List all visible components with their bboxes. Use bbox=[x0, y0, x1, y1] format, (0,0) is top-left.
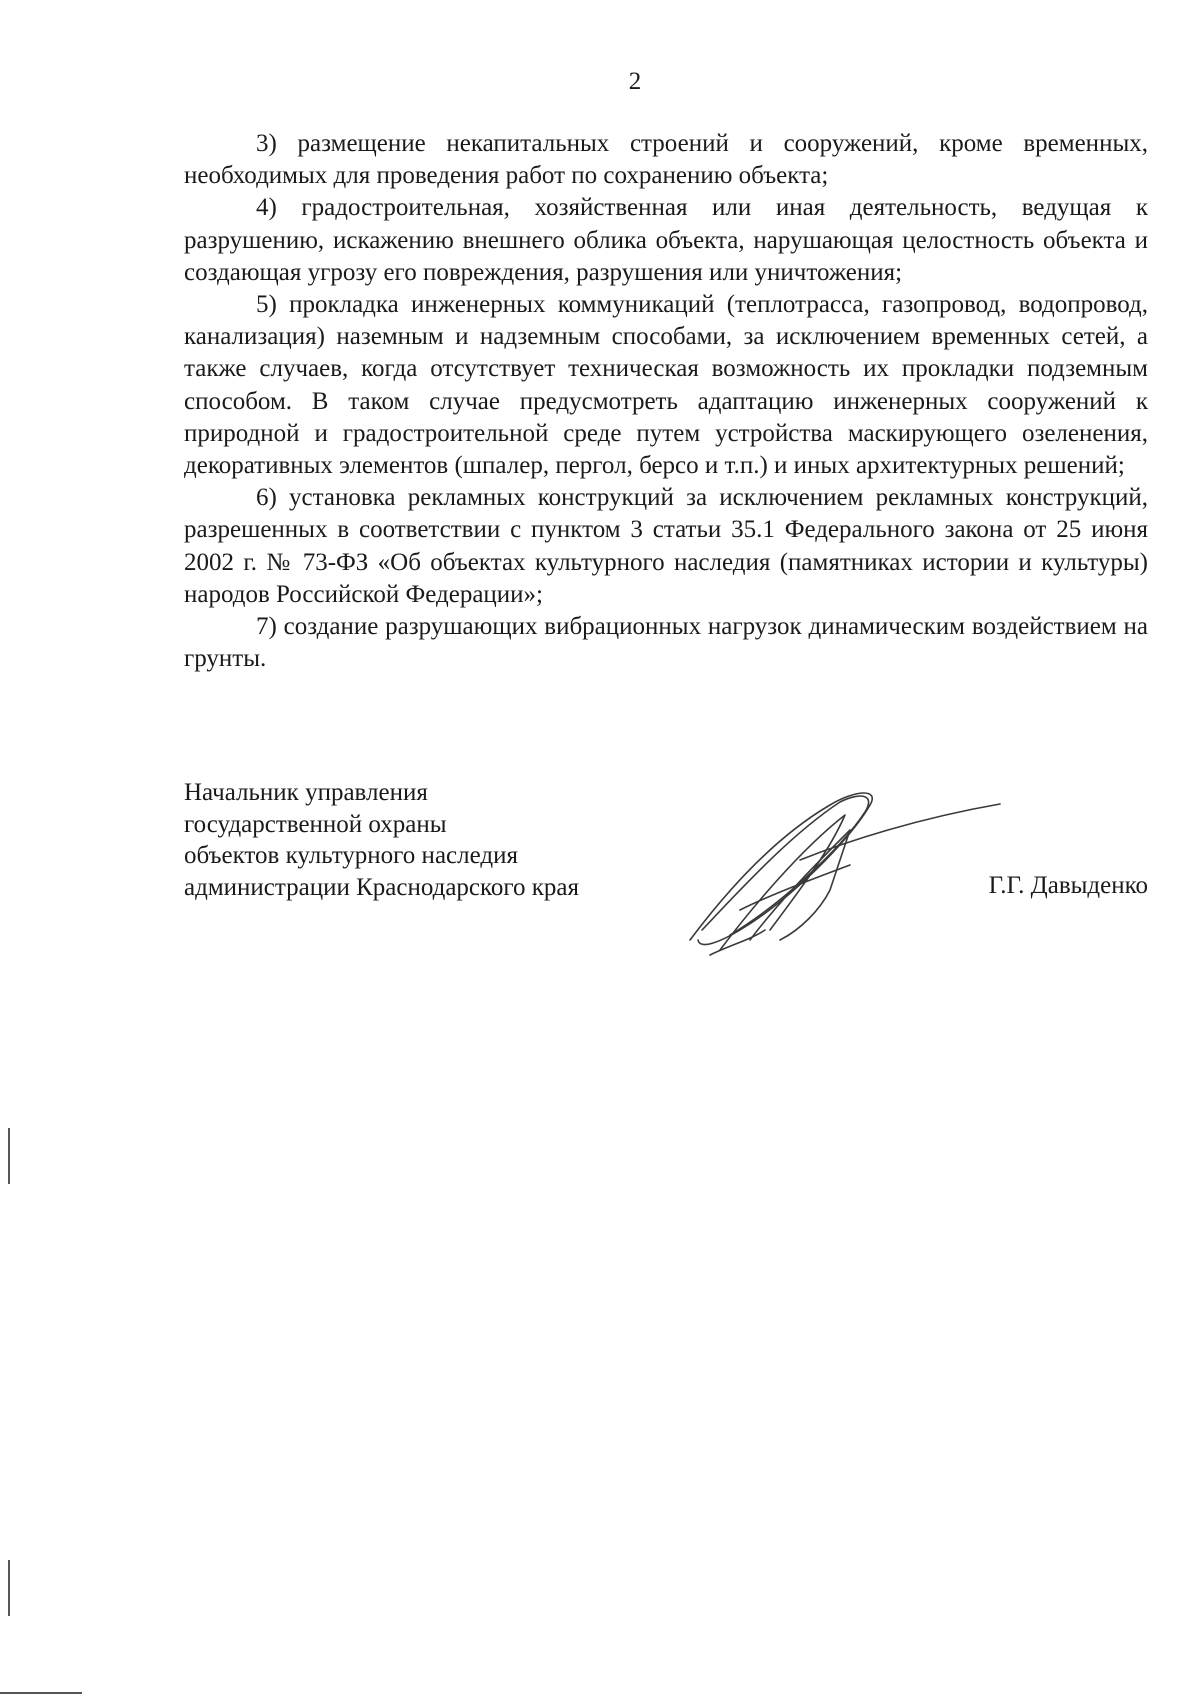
signatory-title-line: государственной охраны bbox=[184, 810, 447, 838]
paragraph-item-4: 4) градостроительная, хозяйственная или иная деятельность, ведущая к разрушению, искажению внешнего облика объекта, нарушающая целостность объекта и создающая угрозу его повреждения, разрушения или уничтожения; bbox=[184, 194, 1148, 286]
page-number: 2 bbox=[628, 68, 642, 95]
scan-edge-mark bbox=[8, 1128, 10, 1184]
signatory-title bbox=[184, 777, 684, 903]
signer-name: Г.Г. Давыденко bbox=[988, 872, 1148, 899]
paragraph-item-3: 3) размещение некапитальных строений и сооружений, кроме временных, необходимых для проведения работ по сохранению объекта; bbox=[184, 130, 1148, 190]
paragraph-item-5: 5) прокладка инженерных коммуникаций (теплотрасса, газопровод, водопровод, канализация) наземным и надземным способами, за исключением временных сетей, а также случаев, когда отсутствует техническая возможность их прокладки подземным способом. В таком случае предусмотреть адаптацию инженерных сооружений к природной и градостроительной среде путем устройства маскирующего озеленения, декоративных элементов (шпалер, пергол, берсо и т.п.) и иных архитектурных решений; bbox=[184, 291, 1148, 480]
document-body bbox=[184, 128, 1148, 675]
scan-edge-mark bbox=[0, 1692, 82, 1694]
signatory-title-line: объектов культурного наследия bbox=[184, 842, 518, 869]
scan-edge-mark bbox=[8, 1560, 10, 1616]
handwritten-signature bbox=[680, 780, 1010, 960]
paragraph-item-6: 6) установка рекламных конструкций за исключением рекламных конструкций, разрешенных в соответствии с пунктом 3 статьи 35.1 Федерального закона от 25 июня 2002 г. № 73-ФЗ «Об объектах культурного наследия (памятниках истории и культуры) народов Российской Федерации»; bbox=[184, 484, 1148, 608]
signatory-title-line: Начальник управления bbox=[184, 779, 428, 806]
paragraph-item-7: 7) создание разрушающих вибрационных нагрузок динамическим воздействием на грунты. bbox=[184, 613, 1148, 673]
signatory-title-line: администрации Краснодарского края bbox=[184, 873, 580, 901]
